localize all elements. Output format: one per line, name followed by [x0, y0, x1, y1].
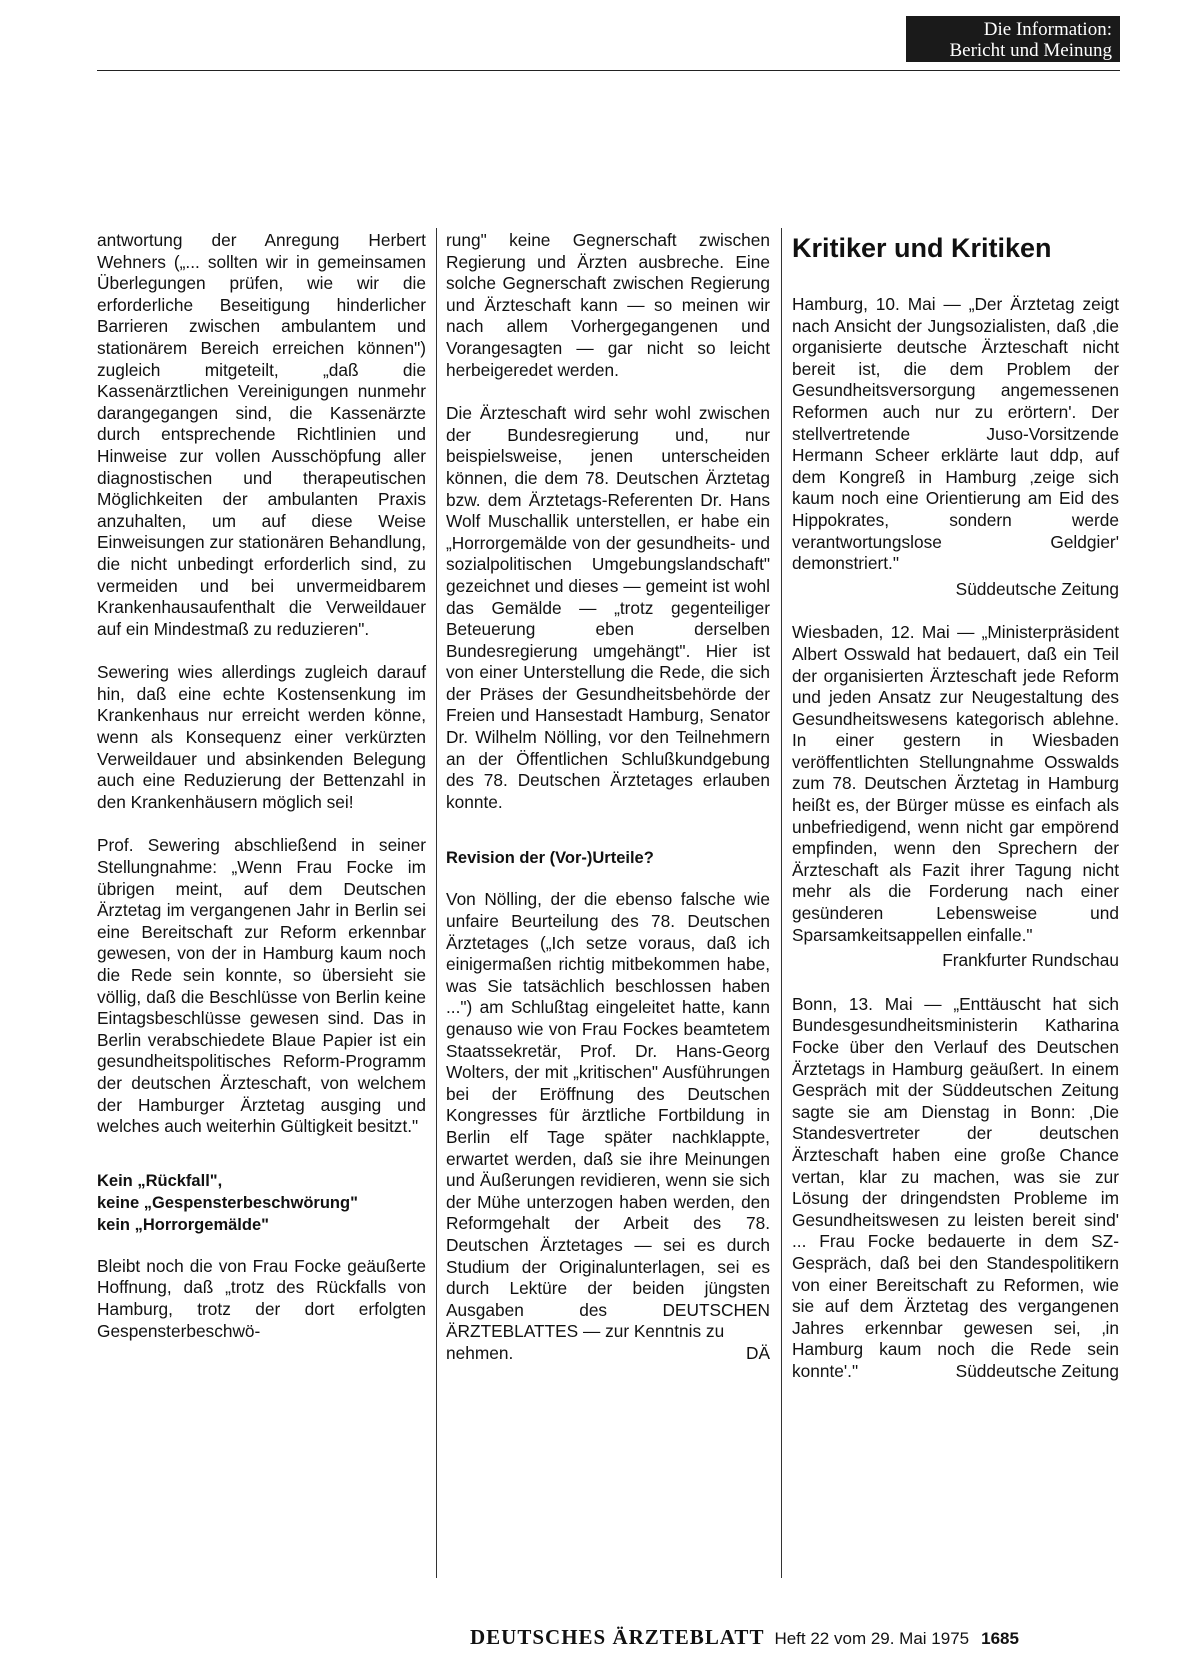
press-source: Süddeutsche Zeitung — [955, 1360, 1119, 1381]
column-3 — [792, 232, 1119, 1383]
page-number: 1685 — [981, 1629, 1019, 1648]
paragraph: Hamburg, 10. Mai — „Der Ärztetag zeigt nach Ansicht der Jungsozialisten, daß ‚die organisierte deutsche Ärzteschaft nicht bereit ist, die dem Problem der Gesundheitsversorgung angemessenen Reformen auch nur zu erörtern'. Der stellvertretende Juso-Vorsitzende Hermann Scheer erklärte laut ddp, auf dem Kongreß in Hamburg ‚zeige sich kaum noch eine Orientierung am Eid des Hippokrates, sondern werde verantwortungslose Geldgier' demonstriert." — [792, 294, 1119, 574]
paragraph: rung" keine Gegnerschaft zwischen Regierung und Ärzten ausbreche. Eine solche Gegnerschaft zwischen Regierung und Ärzteschaft kann — so meinen wir nach allem Vorhergegangenen und Vorangesagten — gar nicht so leicht herbeigeredet werden. — [446, 230, 770, 380]
paragraph: Sewering wies allerdings zugleich darauf hin, daß eine echte Kostensenkung im Krankenhaus nur erreicht werden könne, wenn als Konsequenz einer verkürzten Verweildauer und absinkenden Belegung auch eine Reduzierung der Bettenzahl in den Krankenhäusern möglich sei! — [97, 662, 426, 812]
journal-name: DEUTSCHES ÄRZTEBLATT — [470, 1625, 765, 1649]
subheading-line: Kein „Rückfall", — [97, 1171, 223, 1190]
column-1 — [97, 230, 426, 1364]
header-rule — [97, 70, 1120, 71]
paragraph: Wiesbaden, 12. Mai — „Ministerpräsident Albert Osswald hat bedauert, daß ein Teil der organisierten Ärzteschaft jede Reform und jeden Ansatz zur Neugestaltung des Gesundheitswesens kategorisch ablehne. In einer gestern in Wiesbaden veröffentlichten Stellungnahme Osswalds zum 78. Deutschen Ärztetag in Hamburg heißt es, der Bürger müsse es einfach als unbefriedigend, wenn nicht gar empörend empfinden, wenn den Sprechern der Ärzteschaft als Fazit ihrer Tagung nicht mehr als die Forderung nach einer gesünderen Lebensweise und Sparsamkeitsappellen einfalle." — [792, 622, 1119, 945]
subheading-line: keine „Gespensterbeschwörung" — [97, 1193, 358, 1212]
author-signature: DÄ — [745, 1342, 770, 1363]
press-source: Süddeutsche Zeitung — [955, 578, 1119, 599]
last-word: nehmen. — [446, 1342, 514, 1363]
paragraph: Prof. Sewering abschließend in seiner Stellungnahme: „Wenn Frau Focke im übrigen meint, auf dem Deutschen Ärztetag im vergangenen Jahr in Berlin sei eine Bereitschaft zur Reform erkennbar gewesen, von der in Hamburg kaum noch die Rede sein konnte, so übersieht sie völlig, daß die Beschlüsse von Berlin keine Eintagsbeschlüsse gewesen sind. Das in Berlin verabschiedete Blaue Papier ist ein gesundheitspolitisches Reform-Programm der deutschen Ärzteschaft, von welchem der Hamburger Ärztetag ausging und welches auch weiterhin Gültigkeit besitzt." — [97, 835, 426, 1137]
article-headline: Kritiker und Kritiken — [792, 233, 1052, 263]
paragraph: Bonn, 13. Mai — „Enttäuscht hat sich Bundesgesundheitsministerin Katharina Focke über den Verlauf des Deutschen Ärztetags in Hamburg geäußert. In einem Gespräch mit der Süddeutschen Zeitung sagte sie am Dienstag in Bonn: ‚Die Standesvertreter der deutschen Ärzteschaft haben eine große Chance vertan, klar zu machen, was sie zur Lösung der dringendsten Probleme im Gesundheitswesen zu leisten bereit sind' ... Frau Focke bedauerte in dem SZ-Gespräch, daß bei den Standespolitikern von einer Bereitschaft zu Reformen, wie sie auf dem Ärztetag des vergangenen Jahres erkennbar gewesen sei, ‚in Hamburg kaum noch die Rede sein konnte'." — [792, 993, 1119, 1381]
issue-info: Heft 22 vom 29. Mai 1975 — [774, 1629, 970, 1648]
column-divider-2 — [781, 228, 782, 1578]
section-badge — [906, 16, 1120, 62]
subheading-line: kein „Horrorgemälde" — [97, 1215, 269, 1234]
paragraph: antwortung der Anregung Herbert Wehners („... sollten wir in gemeinsamen Überlegungen prüfen, wie wir die erforderliche Beseitigung hinderlicher Barrieren zwischen ambulantem und stationärem Bereich erreichen können") zugleich mitgeteilt, „daß die Kassenärztlichen Vereinigungen nunmehr darangegangen sind, die Kassenärzte durch entsprechende Richtlinien und Hinweise zur vollen Ausschöpfung aller diagnostischen und therapeutischen Möglichkeiten der ambulanten Praxis anzuhalten, um auf diese Weise Einweisungen zur stationären Behandlung, die nicht unbedingt erforderlich sind, zu vermeiden und bei unvermeidbarem Krankenhausaufenthalt die Verweildauer auf ein Mindestmaß zu reduzieren". — [97, 230, 426, 639]
column-2 — [446, 230, 770, 1365]
subheading — [97, 1170, 426, 1236]
signature-line — [446, 1343, 770, 1365]
press-source: Frankfurter Rundschau — [942, 950, 1119, 971]
paragraph: Von Nölling, der die ebenso falsche wie unfaire Beurteilung des 78. Deutschen Ärztetages („Ich setze voraus, daß ich einigermaßen richtig mitbekommen habe, was Sie tatsächlich beschlossen haben ...") am Schlußtag eingeleitet hatte, kann genauso wie von Frau Fockes beamtetem Staatssekretär, Prof. Dr. Hans-Georg Wolters, der mit „kritischen" Ausführungen bei der Eröffnung des Deutschen Kongresses für ärztliche Fortbildung in Berlin elf Tage später nachklappte, erwartet werden, daß sie ihre Meinungen und Äußerungen revidieren, wenn sie sich der Mühe unterzogen haben werden, den Reformgehalt der Arbeit des 78. Deutschen Ärztetages — sei es durch Studium der Originalunterlagen, sei es durch Lektüre der beiden jüngsten Ausgaben des DEUTSCHEN ÄRZTEBLATTES — zur Kenntnis zu — [446, 889, 770, 1342]
column-divider-1 — [436, 228, 437, 1578]
section-badge-line1: Die Information: — [983, 19, 1112, 40]
section-badge-line2: Bericht und Meinung — [949, 40, 1112, 61]
page-footer — [470, 1625, 1120, 1655]
subheading: Revision der (Vor-)Urteile? — [446, 849, 654, 868]
paragraph: Die Ärzteschaft wird sehr wohl zwischen der Bundesregierung und, nur beispielsweise, jenen unterscheiden können, die dem 78. Deutschen Ärztetag bzw. dem Ärztetags-Referenten Dr. Hans Wolf Muschallik unterstellen, er habe ein „Horrorgemälde von der gesundheits- und sozialpolitischen Umgebungslandschaft" gezeichnet und dieses — gemeint ist wohl das Gemälde — „trotz gegenteiliger Beteuerung eben derselben Bundesregierung umgehängt". Hier ist von einer Unterstellung die Rede, die sich der Präses der Gesundheitsbehörde der Freien und Hansestadt Hamburg, Senator Dr. Wilhelm Nölling, vor den Teilnehmern an der Öffentlichen Schlußkundgebung des 78. Deutschen Ärztetages erlauben konnte. — [446, 403, 770, 812]
paragraph: Bleibt noch die von Frau Focke geäußerte Hoffnung, daß „trotz des Rückfalls von Hamburg, trotz der dort erfolgten Gespensterbeschwö- — [97, 1255, 426, 1341]
